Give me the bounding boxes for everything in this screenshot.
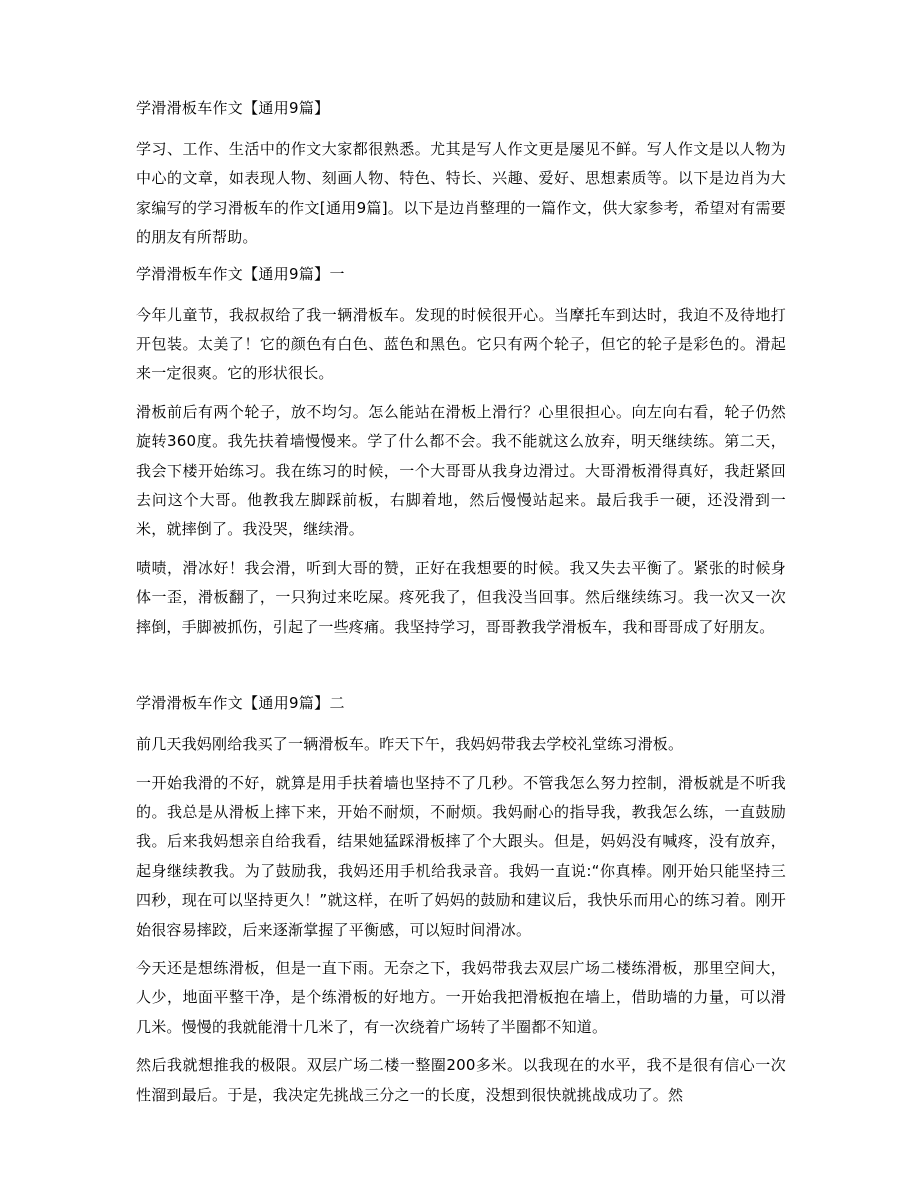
section-1-paragraph: 滑板前后有两个轮子，放不均匀。怎么能站在滑板上滑行？心里很担心。向左向右看，轮子仍然旋转360度。我先扶着墙慢慢来。学了什么都不会。我不能就这么放弃，明天继续练。第二天，我会下楼开始练习。我在练习的时候，一个大哥哥从我身边滑过。大哥滑板滑得真好，我赶紧回去问这个大哥。他教我左脚踩前板，右脚着地，然后慢慢站起来。最后我手一硬，还没滑到一米，就摔倒了。我没哭，继续滑。 [136,402,786,539]
section-2-paragraph: 今天还是想练滑板，但是一直下雨。无奈之下，我妈带我去双层广场二楼练滑板，那里空间大，人少，地面平整干净，是个练滑板的好地方。一开始我把滑板抱在墙上，借助墙的力量，可以滑几米。慢慢的我就能滑十几米了，有一次绕着广场转了半圈都不知道。 [136,958,786,1036]
section-heading-1: 学滑滑板车作文【通用9篇】一 [136,264,345,283]
document-title: 学滑滑板车作文【通用9篇】 [136,99,330,117]
section-2-paragraph: 然后我就想推我的极限。双层广场二楼一整圈200多米。以我现在的水平，我不是很有信心一次性溜到最后。于是，我决定先挑战三分之一的长度，没想到很快就挑战成功了。然 [136,1056,786,1104]
section-heading-2: 学滑滑板车作文【通用9篇】二 [136,694,345,713]
section-1-paragraph: 今年儿童节，我叔叔给了我一辆滑板车。发现的时候很开心。当摩托车到达时，我迫不及待地打开包装。太美了！它的颜色有白色、蓝色和黑色。它只有两个轮子，但它的轮子是彩色的。滑起来一定很爽。它的形状很长。 [136,305,786,383]
document-page [136,96,786,1119]
section-2-paragraph: 前几天我妈刚给我买了一辆滑板车。昨天下午，我妈妈带我去学校礼堂练习滑板。 [136,735,684,754]
intro-paragraph: 学习、工作、生活中的作文大家都很熟悉。尤其是写人作文更是屡见不鲜。写人作文是以人物为中心的文章，如表现人物、刻画人物、特色、特长、兴趣、爱好、思想素质等。以下是边肖为大家编写的学习滑板车的作文[通用9篇]。以下是边肖整理的一篇作文，供大家参考，希望对有需要的朋友有所帮助。 [136,140,786,247]
section-2-paragraph: 一开始我滑的不好，就算是用手扶着墙也坚持不了几秒。不管我怎么努力控制，滑板就是不听我的。我总是从滑板上摔下来，开始不耐烦，不耐烦。我妈耐心的指导我，教我怎么练，一直鼓励我。后来我妈想亲自给我看，结果她猛踩滑板摔了个大跟头。但是，妈妈没有喊疼，没有放弃，起身继续教我。为了鼓励我，我妈还用手机给我录音。我妈一直说:“你真棒。刚开始只能坚持三四秒，现在可以坚持更久！”就这样，在听了妈妈的鼓励和建议后，我快乐而用心的练习着。刚开始很容易摔跤，后来逐渐掌握了平衡感，可以短时间滑冰。 [136,773,786,939]
section-1-paragraph: 啧啧，滑冰好！我会滑，听到大哥的赞，正好在我想要的时候。我又失去平衡了。紧张的时候身体一歪，滑板翻了，一只狗过来吃屎。疼死我了，但我没当回事。然后继续练习。我一次又一次摔倒，手脚被抓伤，引起了一些疼痛。我坚持学习，哥哥教我学滑板车，我和哥哥成了好朋友。 [136,558,786,636]
section-spacer [136,651,786,691]
